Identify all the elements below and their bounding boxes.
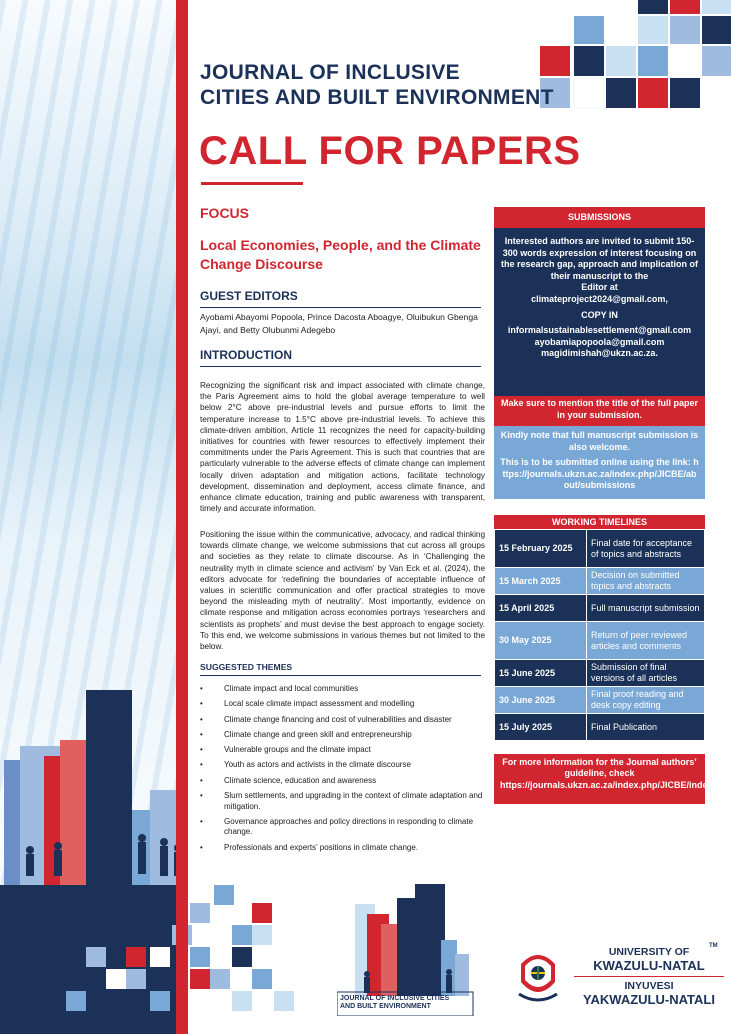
copy-email-link-2[interactable]: ayobamiapopoola@gmail.com — [534, 336, 665, 347]
call-for-papers-headline: CALL FOR PAPERS — [199, 129, 581, 173]
ukzn-line-1: UNIVERSITY OF — [608, 946, 690, 958]
trademark-symbol: TM — [709, 943, 718, 949]
copy-email-link-3[interactable]: magidimishah@ukzn.ac.za. — [541, 348, 658, 359]
submission-link[interactable]: This is to be submitted online using the link: https://journals.ukzn.ac.za/index.php/JICBE/about/submissions — [500, 457, 699, 491]
introduction-rule — [200, 366, 481, 367]
copy-email-link-1[interactable]: informalsustainablesettlement@gmail.com — [507, 325, 692, 336]
editor-email-link[interactable]: climateproject2024@gmail.com, — [531, 293, 668, 304]
themes-list — [200, 684, 485, 858]
focus-topic: Local Economies, People, and the Climate Change Discourse — [200, 237, 481, 272]
timelines-heading: WORKING TIMELINES — [494, 515, 705, 529]
pixel-mosaic-bottom — [0, 885, 300, 1034]
ukzn-line-2: KWAZULU-NATAL — [593, 958, 705, 973]
timeline-date: 15 April 2025 — [495, 595, 587, 622]
ukzn-wordmark — [569, 946, 729, 1007]
submissions-invite: Interested authors are invited to submit 150-300 words expression of interest focusing on the research gap, approach and implication of their manuscript to the — [500, 236, 699, 281]
timeline-date: 30 June 2025 — [495, 687, 587, 714]
mention-title-note: Make sure to mention the title of the full paper in your submission. — [494, 396, 705, 426]
journal-logo-label — [340, 995, 460, 1011]
submissions-body — [494, 228, 705, 396]
themes-rule — [200, 675, 481, 676]
timeline-date: 15 July 2025 — [495, 714, 587, 741]
timeline-event: Final Publication — [587, 714, 705, 741]
journal-title-line-1: JOURNAL OF INCLUSIVE — [200, 61, 460, 84]
timeline-date: 15 February 2025 — [495, 530, 587, 568]
timeline-date: 30 May 2025 — [495, 622, 587, 660]
theme-item: • Climate change and green skill and entrepreneurship — [200, 730, 485, 741]
focus-heading: FOCUS — [200, 205, 249, 221]
timeline-row — [495, 687, 705, 714]
journal-logo-label-line-2: AND BUILT ENVIRONMENT — [340, 1003, 431, 1010]
guest-editors-heading: GUEST EDITORS — [200, 289, 298, 303]
more-info-box[interactable]: For more information for the Journal authors’ guideline, check https://journals.ukzn.ac.za/index.php/JICBE/index — [494, 754, 705, 804]
themes-heading: SUGGESTED THEMES — [200, 662, 293, 672]
theme-item: • Local scale climate impact assessment and modelling — [200, 699, 485, 710]
timelines-table — [494, 529, 705, 741]
theme-item: • Climate change financing and cost of vulnerabilities and disaster — [200, 715, 485, 726]
headline-underline — [201, 182, 303, 185]
timeline-row — [495, 714, 705, 741]
introduction-heading: INTRODUCTION — [200, 348, 292, 362]
timeline-row — [495, 568, 705, 595]
journal-title — [200, 60, 590, 110]
timeline-date: 15 June 2025 — [495, 660, 587, 687]
ukzn-line-3: INYUVESI — [624, 980, 674, 992]
theme-item: • Climate impact and local communities — [200, 684, 485, 695]
timeline-row — [495, 530, 705, 568]
theme-item: • Governance approaches and policy directions in responding to climate change. — [200, 817, 485, 838]
timeline-event: Final date for acceptance of topics and abstracts — [587, 530, 705, 568]
journal-title-line-2: CITIES AND BUILT ENVIRONMENT — [200, 86, 554, 109]
red-divider-bar — [176, 0, 188, 1034]
theme-item: • Vulnerable groups and the climate impact — [200, 745, 485, 756]
ukzn-crest-icon — [515, 944, 561, 1004]
submissions-editor-label: Editor at — [581, 282, 618, 293]
timeline-row — [495, 595, 705, 622]
introduction-paragraph-2: Positioning the issue within the communicative, advocacy, and radical thinking towards climate change, we welcome submissions that cut across all groups and societies as they relate to climate discourse. As in ‘Challenging the neutrality myth in climate science and activism’ by Van Eck et al. (2024), the editors advocate for ‘redefining the boundaries of acceptable influence of values in scientific communication and offer practical strategies to move beyond the misleading myth of neutrality’. Most importantly, evidence on climate response and mitigation across economies portrays ‘researchers and scientists as prophets’ and must devise the best approach to engage society. To this end, we welcome submissions in various themes but not limited to the below. — [200, 530, 485, 652]
timeline-event: Return of peer reviewed articles and comments — [587, 622, 705, 660]
theme-item: • Slum settlements, and upgrading in the context of climate adaptation and mitigation. — [200, 791, 485, 812]
timeline-row — [495, 622, 705, 660]
submission-notes — [494, 426, 705, 499]
theme-item: • Climate science, education and awareness — [200, 776, 485, 787]
timeline-row — [495, 660, 705, 687]
submissions-heading: SUBMISSIONS — [494, 207, 705, 228]
copy-in-label: COPY IN — [581, 309, 618, 320]
introduction-paragraph-1: Recognizing the significant risk and impact associated with climate change, the Paris Agreement aims to hold the global average temperature to well below 2°C above pre-industrial levels and pursue efforts to limit the temperature increase to 1.5°C above pre-industrial levels. To achieve this climate-driven ambition, Article 11 recognizes the need for capacity-building initiatives for countries with fewer resources to effectively implement their commitments under the Paris Agreement. This is such that countries that are particularly vulnerable to the adverse effects of climate change can implement locally driven adaptation and mitigation actions, facilitate technology development, dissemination and deployment, access climate finance, and enhance climate education, training and public awareness with transparent, timely and accurate information. — [200, 381, 485, 514]
timeline-event: Final proof reading and desk copy editing — [587, 687, 705, 714]
timeline-event: Full manuscript submission — [587, 595, 705, 622]
guest-editors-names: Ayobami Abayomi Popoola, Prince Dacosta Aboagye, Oluibukun Gbenga Ajayi, and Betty Olubunmi Adegebo — [200, 312, 478, 335]
guest-editors-rule — [200, 307, 481, 308]
ukzn-divider — [574, 976, 724, 977]
journal-logo-label-line-1: JOURNAL OF INCLUSIVE CITIES — [340, 995, 450, 1002]
timeline-date: 15 March 2025 — [495, 568, 587, 595]
timeline-event: Submission of final versions of all articles — [587, 660, 705, 687]
full-manuscript-note: Kindly note that full manuscript submission is also welcome. — [500, 430, 699, 452]
theme-item: • Youth as actors and activists in the climate discourse — [200, 760, 485, 771]
theme-item: • Professionals and experts’ positions in climate change. — [200, 843, 485, 854]
skyline-illustration — [0, 690, 190, 900]
timeline-event: Decision on submitted topics and abstracts — [587, 568, 705, 595]
ukzn-line-4: YAKWAZULU-NATALI — [583, 992, 715, 1007]
